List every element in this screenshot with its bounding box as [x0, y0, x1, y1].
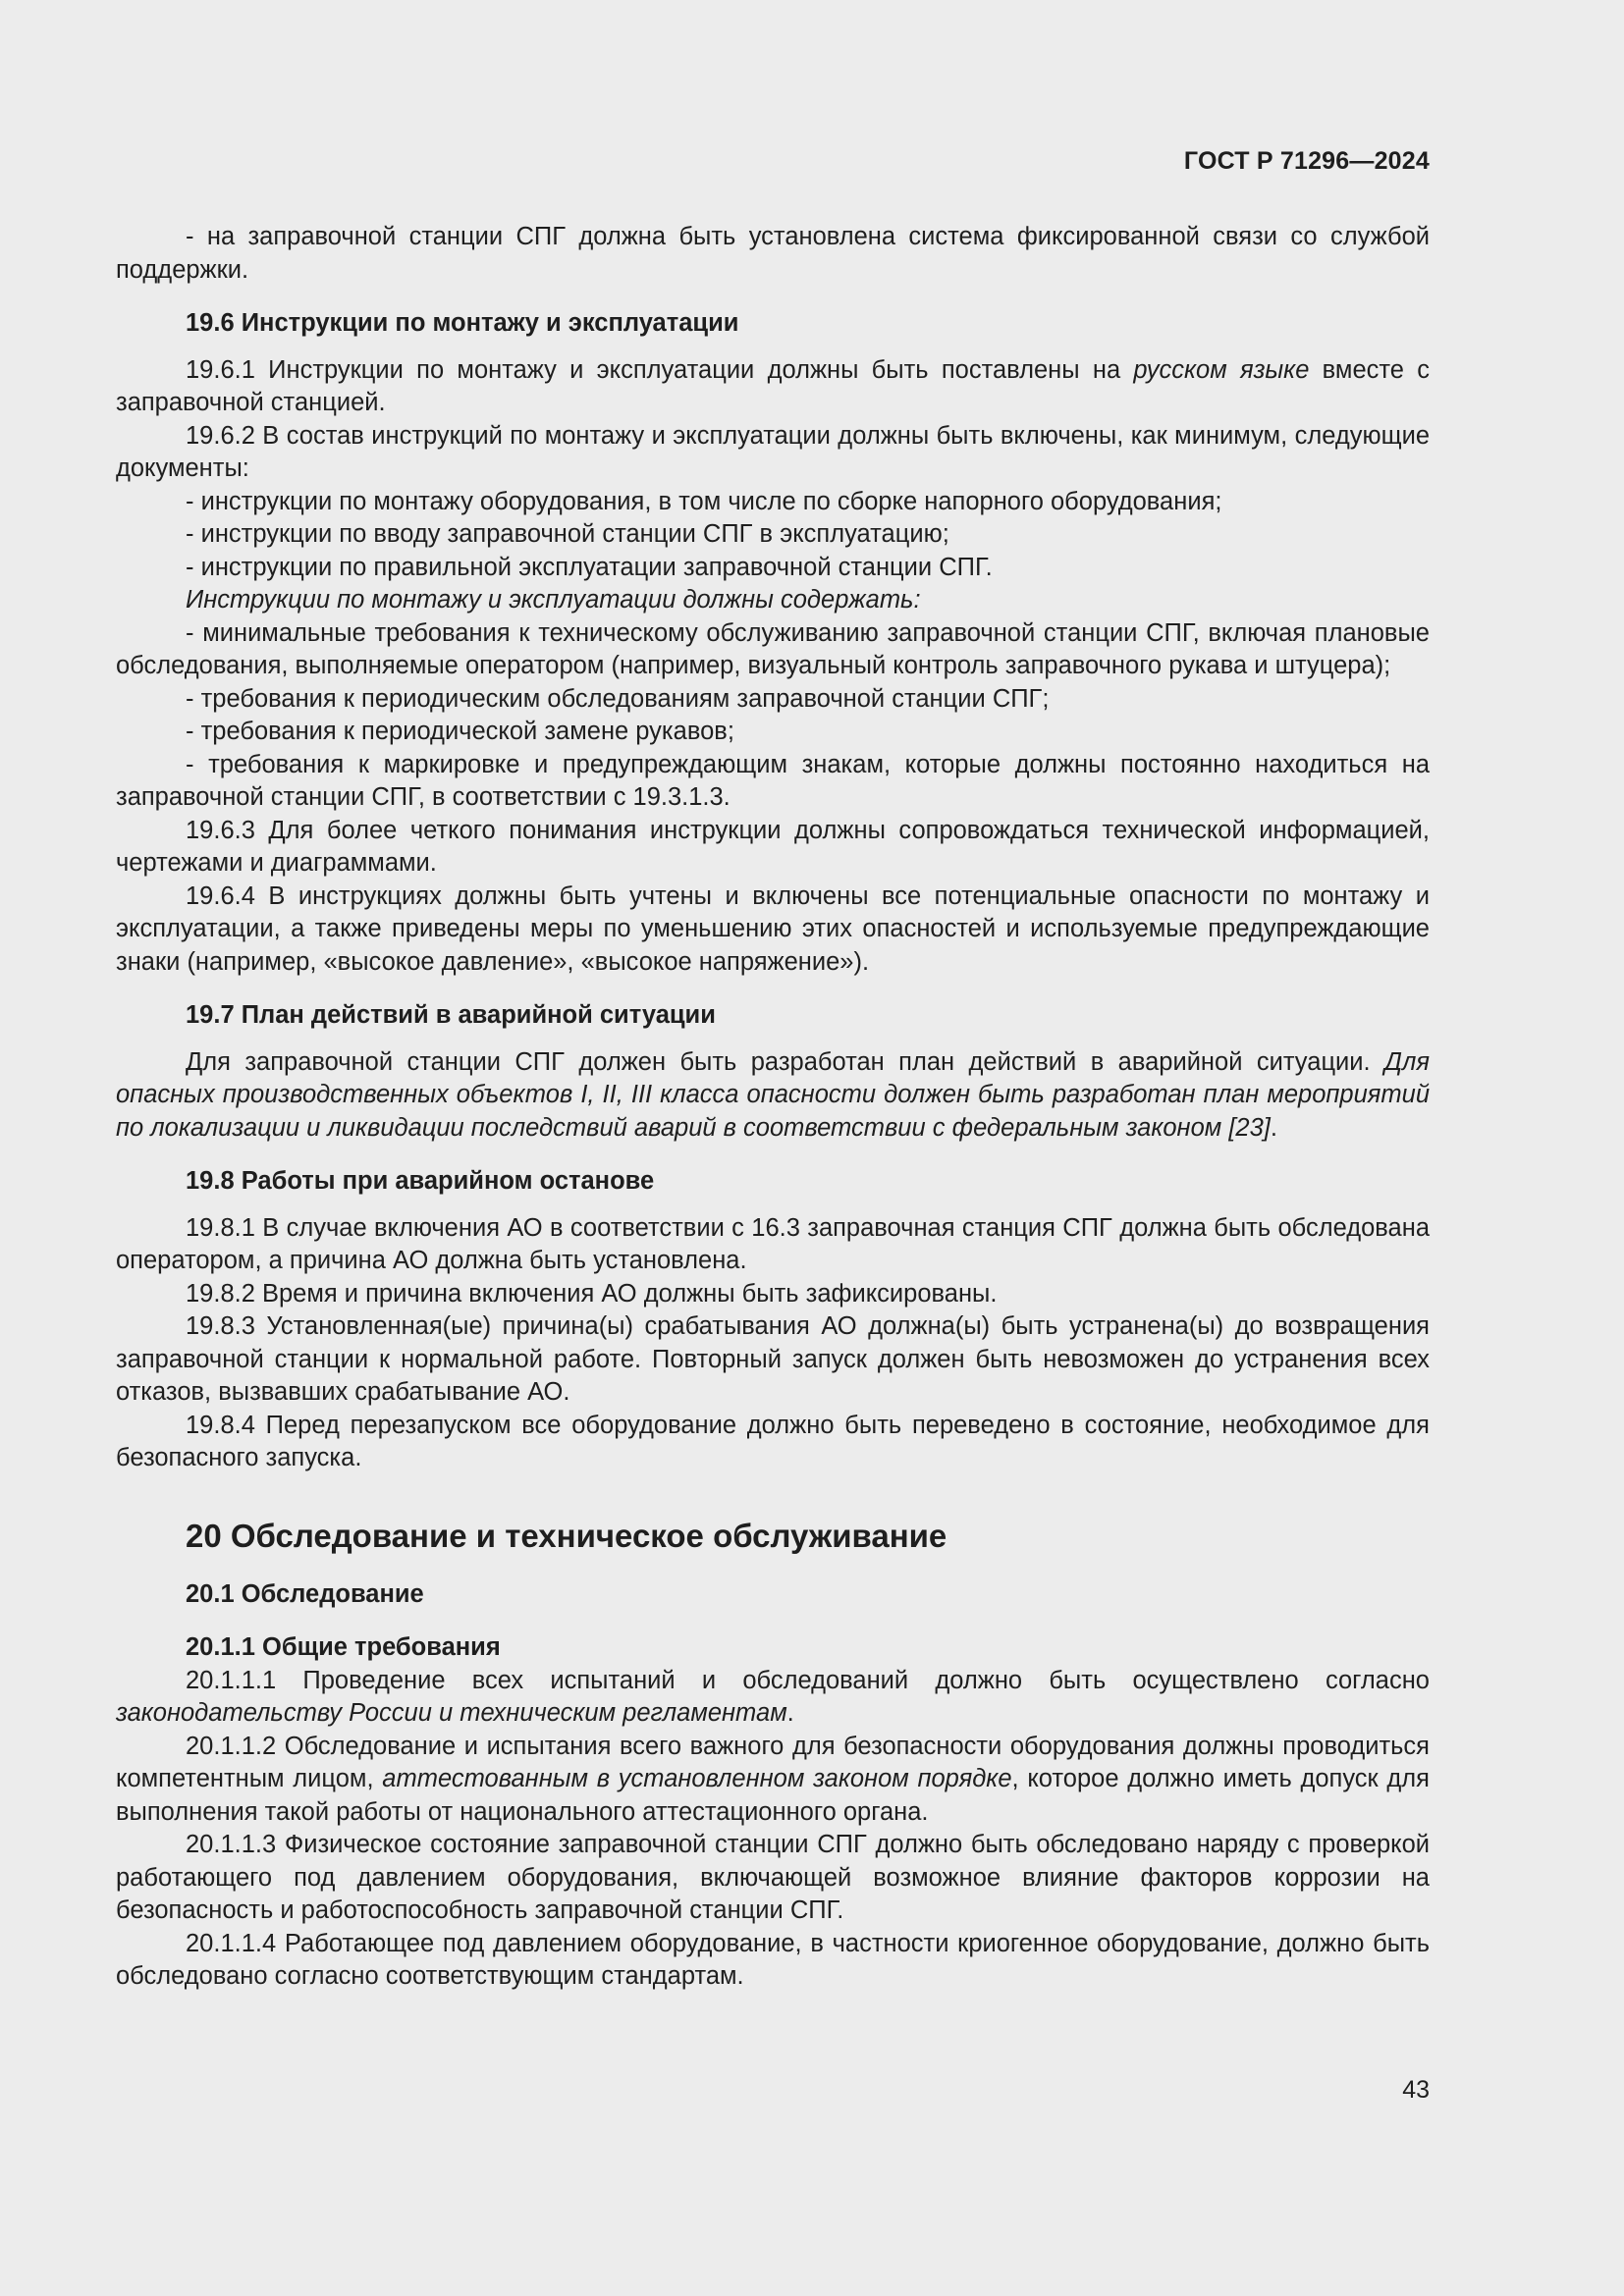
- section-heading-20-1-1: 20.1.1 Общие требования: [186, 1633, 501, 1661]
- section-heading-19-6: 19.6 Инструкции по монтажу и эксплуатации: [186, 309, 739, 337]
- document-body: [116, 221, 1430, 1994]
- page-number: 43: [1402, 2076, 1430, 2104]
- paragraph-19-8-2: 19.8.2 Время и причина включения АО должны быть зафиксированы.: [186, 1279, 998, 1308]
- section-heading-20-1: 20.1 Обследование: [186, 1579, 424, 1608]
- chapter-heading-20: 20 Обследование и техническое обслуживание: [186, 1517, 947, 1554]
- document-header: ГОСТ Р 71296—2024: [1183, 147, 1430, 175]
- list-item: - инструкции по монтажу оборудования, в том числе по сборке напорного оборудования;: [186, 487, 1222, 515]
- list-item: - требования к периодическим обследованиям заправочной станции СПГ;: [186, 684, 1050, 713]
- list-item: - минимальные требования к техническому обслуживанию заправочной станции СПГ, включая плановые обследования, выполняемые оператором (например, визуальный контроль заправочного рукава и штуцера);: [116, 618, 1430, 679]
- list-item: - требования к периодической замене рукавов;: [186, 718, 734, 745]
- italic-lead-in: Инструкции по монтажу и эксплуатации должны содержать:: [186, 586, 921, 614]
- paragraph-19-8-4: 19.8.4 Перед перезапуском все оборудование должно быть переведено в состояние, необходимое для безопасного запуска.: [116, 1411, 1430, 1471]
- list-item: - требования к маркировке и предупреждающим знакам, которые должны постоянно находиться на заправочной станции СПГ, в соответствии с 19.3.1.3.: [116, 750, 1430, 811]
- list-item: - инструкции по вводу заправочной станции СПГ в эксплуатацию;: [186, 520, 949, 548]
- paragraph-20-1-1-1: 20.1.1.1 Проведение всех испытаний и обследований должно быть осуществлено согласно законодательству России и техническим регламентам.: [116, 1666, 1430, 1727]
- paragraph-19-6-4: 19.6.4 В инструкциях должны быть учтены и включены все потенциальные опасности по монтажу и эксплуатации, а также приведены меры по уменьшению этих опасностей и используемые предупреждающие знаки (например, «высокое давление», «высокое напряжение»).: [116, 881, 1430, 976]
- paragraph-19-6-1: 19.6.1 Инструкции по монтажу и эксплуатации должны быть поставлены на русском языке вместе с заправочной станцией.: [116, 355, 1430, 416]
- list-item: - на заправочной станции СПГ должна быть установлена система фиксированной связи со службой поддержки.: [116, 223, 1430, 284]
- section-heading-19-8: 19.8 Работы при аварийном останове: [186, 1167, 655, 1195]
- paragraph-19-8-3: 19.8.3 Установленная(ые) причина(ы) срабатывания АО должна(ы) быть устранена(ы) до возвращения заправочной станции к нормальной работе. Повторный запуск должен быть невозможен до устранения всех отказов, вызвавших срабатывание АО.: [116, 1312, 1430, 1406]
- paragraph-19-6-2: 19.6.2 В состав инструкций по монтажу и эксплуатации должны быть включены, как минимум, следующие документы:: [116, 421, 1430, 482]
- paragraph-19-7: Для заправочной станции СПГ должен быть разработан план действий в аварийной ситуации. Для опасных производственных объектов I, II, III класса опасности должен быть разработан план мероприятий по локализации и ликвидации последствий аварий в соответствии с федеральным законом [23].: [116, 1047, 1430, 1142]
- paragraph-20-1-1-3: 20.1.1.3 Физическое состояние заправочной станции СПГ должно быть обследовано наряду с проверкой работающего под давлением оборудования, включающей возможное влияние факторов коррозии на безопасность и работоспособность заправочной станции СПГ.: [116, 1831, 1430, 1924]
- list-item: - инструкции по правильной эксплуатации заправочной станции СПГ.: [186, 553, 993, 581]
- paragraph-19-6-3: 19.6.3 Для более четкого понимания инструкции должны сопровождаться технической информацией, чертежами и диаграммами.: [116, 816, 1430, 877]
- paragraph-20-1-1-4: 20.1.1.4 Работающее под давлением оборудование, в частности криогенное оборудование, должно быть обследовано согласно соответствующим стандартам.: [116, 1929, 1430, 1990]
- paragraph-20-1-1-2: 20.1.1.2 Обследование и испытания всего важного для безопасности оборудования должны проводиться компетентным лицом, аттестованным в установленном законом порядке, которое должно иметь допуск для выполнения такой работы от национального аттестационного органа.: [116, 1732, 1430, 1826]
- paragraph-19-8-1: 19.8.1 В случае включения АО в соответствии с 16.3 заправочная станция СПГ должна быть обследована оператором, а причина АО должна быть установлена.: [116, 1213, 1430, 1274]
- section-heading-19-7: 19.7 План действий в аварийной ситуации: [186, 1001, 716, 1029]
